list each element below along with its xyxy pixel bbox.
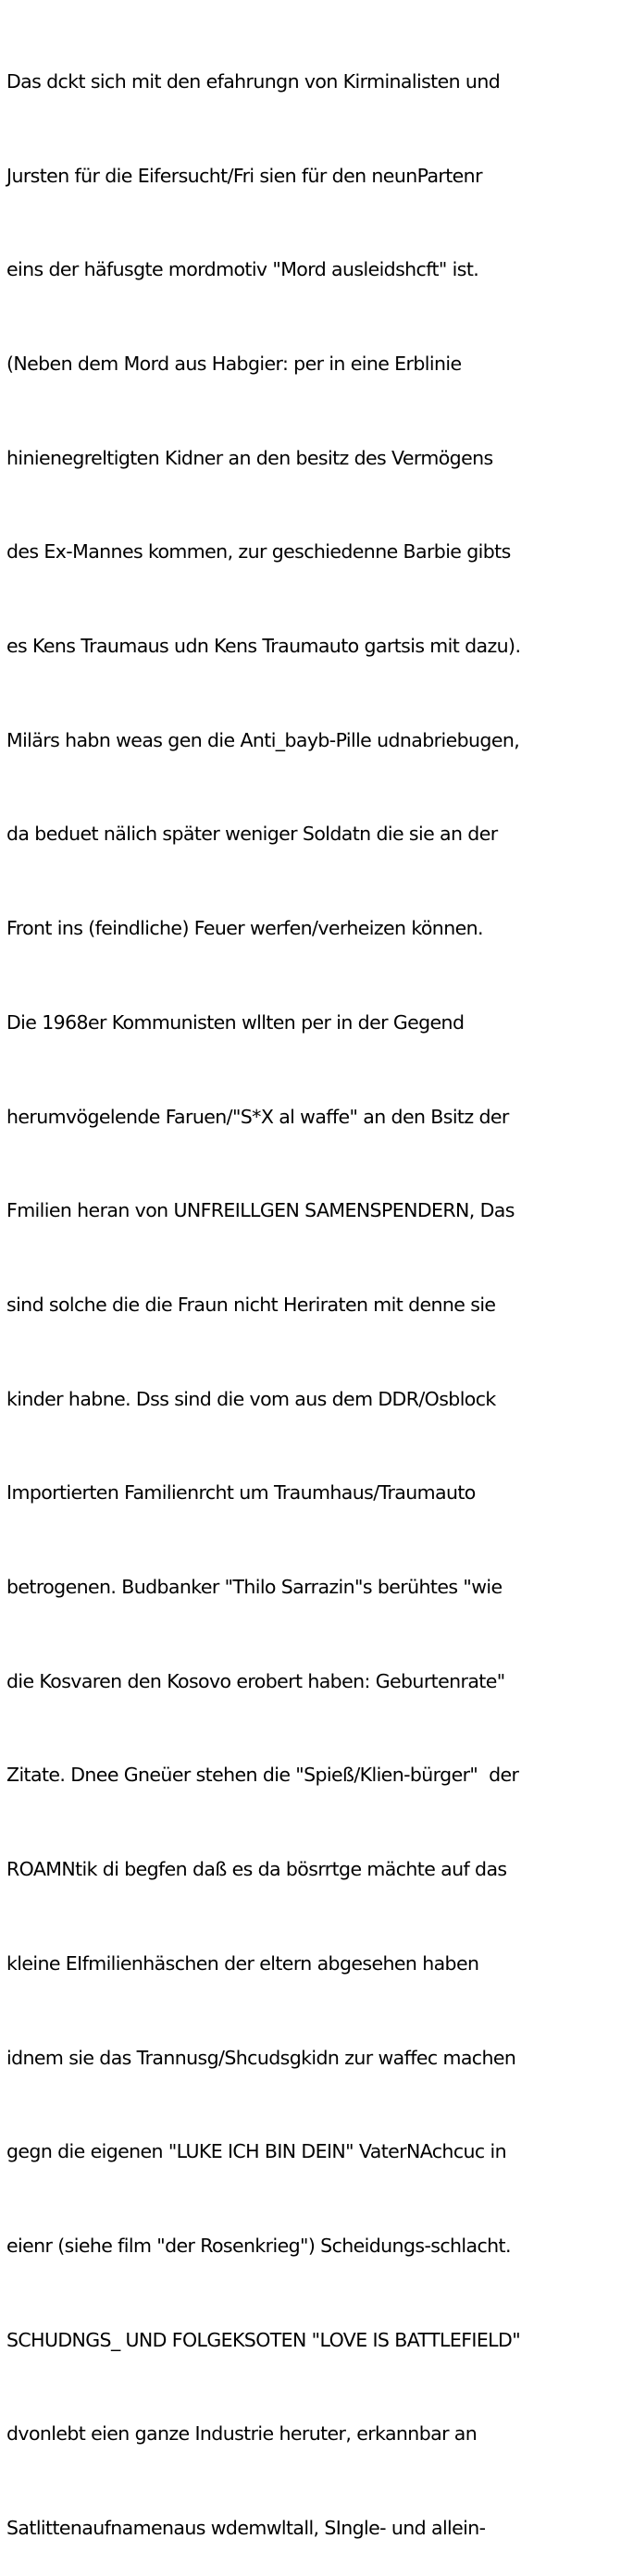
text-line: eienr (siehe film "der Rosenkrieg") Scheidungs-schlacht. bbox=[6, 2234, 511, 2257]
text-line: Zitate. Dnee Gneüer stehen die "Spieß/Klien-bürger" der bbox=[6, 1764, 519, 1787]
text-line: idnem sie das Trannusg/Shcudsgkidn zur waffec machen bbox=[6, 2046, 516, 2069]
text-line: kinder habne. Dss sind die vom aus dem DDR/Osblock bbox=[6, 1387, 496, 1410]
text-line: Jursten für die Eifersucht/Fri sien für den neunPartenr bbox=[6, 164, 482, 187]
text-line: eins der häfusgte mordmotiv "Mord ausleidshcft" ist. bbox=[6, 258, 479, 281]
text-line: da beduet nälich später weniger Soldatn die sie an der bbox=[6, 823, 498, 846]
text-line: des Ex-Mannes kommen, zur geschiedenne Barbie gibts bbox=[6, 540, 511, 564]
text-line: herumvögelende Faruen/"S*X al waffe" an den Bsitz der bbox=[6, 1105, 509, 1128]
text-line: Satlittenaufnamenaus wdemwltall, SIngle- und allein- bbox=[6, 2517, 486, 2540]
text-line: Die 1968er Kommunisten wllten per in der Gegend bbox=[6, 1010, 465, 1034]
text-line: hinienegreltigten Kidner an den besitz des Vermögens bbox=[6, 446, 493, 469]
document-body bbox=[6, 4, 632, 2576]
text-line: gegn die eigenen "LUKE ICH BIN DEIN" VaterNAchcuc in bbox=[6, 2140, 506, 2163]
text-line: Das dckt sich mit den efahrungn von Kirminalisten und bbox=[6, 69, 501, 93]
text-line: Milärs habn weas gen die Anti_bayb-Pille udnabriebugen, bbox=[6, 728, 520, 751]
text-line: kleine EIfmilienhäschen der eltern abgesehen haben bbox=[6, 1951, 479, 1975]
text-line: es Kens Traumaus udn Kens Traumauto gartsis mit dazu). bbox=[6, 635, 521, 658]
text-line: (Neben dem Mord aus Habgier: per in eine Erblinie bbox=[6, 352, 462, 375]
text-line: dvonlebt eien ganze Industrie heruter, erkannbar an bbox=[6, 2422, 478, 2446]
text-line: ROAMNtik di begfen daß es da bösrrtge mächte auf das bbox=[6, 1858, 507, 1881]
text-line: Importierten Familienrcht um Traumhaus/Traumauto bbox=[6, 1481, 476, 1505]
text-line: betrogenen. Budbanker "Thilo Sarrazin"s berühtes "wie bbox=[6, 1576, 503, 1599]
text-line: Front ins (feindliche) Feuer werfen/verheizen können. bbox=[6, 917, 483, 940]
text-line: SCHUDNGS_ UND FOLGEKSOTEN "LOVE IS BATTLEFIELD" bbox=[6, 2328, 521, 2351]
text-line: die Kosvaren den Kosovo erobert haben: Geburtenrate" bbox=[6, 1669, 505, 1692]
text-line: sind solche die die Fraun nicht Heriraten mit denne sie bbox=[6, 1293, 496, 1316]
text-line: Fmilien heran von UNFREILLGEN SAMENSPENDERN, Das bbox=[6, 1199, 515, 1222]
